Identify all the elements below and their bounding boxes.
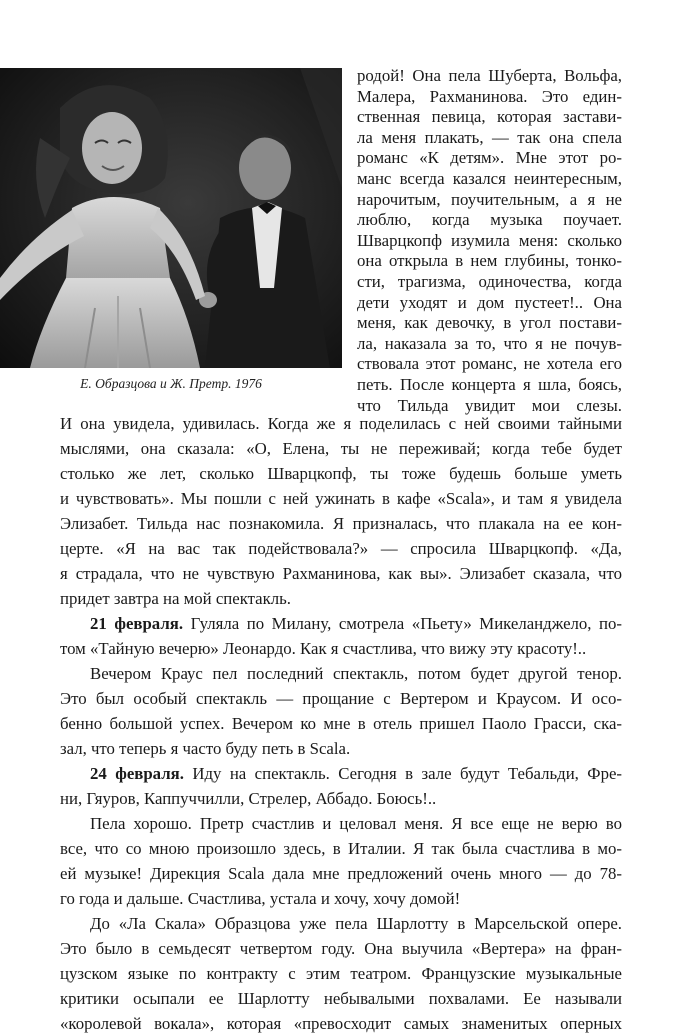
text-line: ни, Гяуров, Каппуччилли, Стрелер, Аббадо. Боюсь!.. xyxy=(60,789,437,808)
text-line: Вечером Краус пел последний спектакль, потом будет другой тенор. xyxy=(90,664,622,683)
text-line: зал, что теперь я часто буду петь в Scala. xyxy=(60,739,351,758)
text-line: том «Тайную вечерю» Леонардо. Как я счастлива, что вижу эту красоту!.. xyxy=(60,639,587,658)
text-line: ственная певица, которая застави- xyxy=(357,107,622,127)
text-line: нарочитым, поучительным, а я не xyxy=(357,189,622,209)
text-line: придет завтра на мой спектакль. xyxy=(60,589,292,608)
text-line: родой! Она пела Шуберта, Вольфа, xyxy=(357,66,622,85)
text-line: ствовала этот романс, не хотела его xyxy=(357,354,622,374)
text-line: я страдала, что не чувствую Рахманинова, как вы». Элизабет сказала, что xyxy=(60,564,622,583)
text-line: Шварцкопф изумила меня: сколько xyxy=(357,230,622,250)
entry-text: Иду на спектакль. Сегодня в зале будут Тебальди, Фре- xyxy=(183,764,622,783)
text-line: го года и дальше. Счастлива, устала и хочу, хочу домой! xyxy=(60,889,461,908)
entry-date: 21 февраля. xyxy=(90,614,184,633)
text-line: Элизабет. Тильда нас познакомила. Я призналась, что плакала на ее кон- xyxy=(60,514,622,533)
photograph xyxy=(0,68,342,368)
text-line: До «Ла Скала» Образцова уже пела Шарлотту в Марсельской опере. xyxy=(90,914,622,933)
photograph-image xyxy=(0,68,342,368)
text-line: что Тильда увидит мои слезы. xyxy=(357,395,622,415)
text-line: Пела хорошо. Претр счастлив и целовал меня. Я все еще не верю во xyxy=(90,814,622,833)
text-line: дети уходят и дом пустеет!.. Она xyxy=(357,292,622,312)
text-line: меня, как девочку, в угол постави- xyxy=(357,313,622,333)
entry-date: 24 февраля. xyxy=(90,764,184,783)
diary-entry-21-feb xyxy=(90,612,622,636)
text-line: манс всегда казался неинтересным, xyxy=(357,169,622,188)
text-line: ла меня плакать, — так она спела xyxy=(357,127,622,147)
entry-text: Гуляла по Милану, смотрела «Пьету» Микеланджело, по- xyxy=(183,614,622,633)
text-line: критики осыпали ее Шарлотту небывалыми похвалами. Ее называли xyxy=(60,989,622,1008)
text-line: церте. «Я на вас так подействовала?» — спросила Шварцкопф. «Да, xyxy=(60,539,622,558)
text-line: она открыла в нем глубины, тонко- xyxy=(357,251,622,271)
text-line: все, что со мною произошло здесь, в Италии. Я так была счастлива в мо- xyxy=(60,839,622,858)
text-line: И она увидела, удивилась. Когда же я поделилась с ней своими тайными xyxy=(60,414,622,433)
text-line: люблю, когда музыка поучает. xyxy=(357,210,622,230)
text-line: «королевой вокала», которая «превосходит самых знаменитых оперных xyxy=(60,1014,622,1033)
text-line: сти, трагизма, одиночества, когда xyxy=(357,272,622,291)
text-line: цузском языке по контракту с этим театром. Французские музыкальные xyxy=(60,964,622,983)
text-line: ей музыке! Дирекция Scala дала мне предложений очень много — до 78- xyxy=(60,864,622,883)
text-line: Малера, Рахманинова. Это един- xyxy=(357,86,622,106)
text-line: петь. После концерта я шла, боясь, xyxy=(357,375,622,394)
text-line: бенно большой успех. Вечером ко мне в отель пришел Паоло Грасси, ска- xyxy=(60,714,622,733)
text-line: Это был особый спектакль — прощание с Вертером и Краусом. И осо- xyxy=(60,689,622,708)
text-line: мыслями, она сказала: «О, Елена, ты не переживай; когда тебе будет xyxy=(60,439,622,458)
text-line: и чувствовать». Мы пошли с ней ужинать в кафе «Scala», и там я увидела xyxy=(60,489,622,508)
text-line: Это было в семьдесят четвертом году. Она выучила «Вертера» на фран- xyxy=(60,939,622,958)
photo-caption: Е. Образцова и Ж. Претр. 1976 xyxy=(80,376,262,391)
text-line: романс «К детям». Мне этот ро- xyxy=(357,148,622,168)
diary-entry-24-feb xyxy=(90,762,622,786)
text-line: ла, наказала за то, что я не почув- xyxy=(357,333,622,353)
text-line: столько же лет, сколько Шварцкопф, ты тоже будешь больше уметь xyxy=(60,464,622,483)
